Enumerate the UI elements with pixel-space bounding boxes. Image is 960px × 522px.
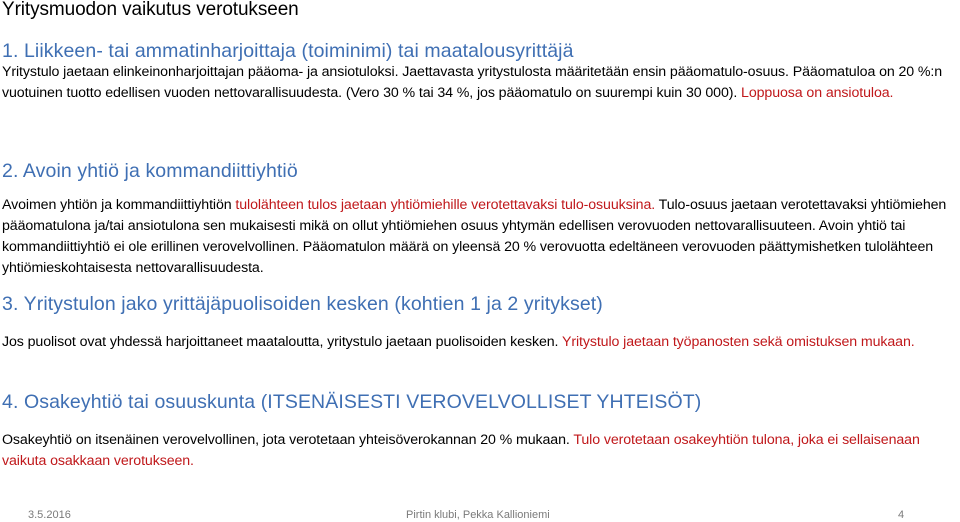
section-2-highlight: tulolähteen tulos jaetaan yhtiömiehille verotettavaksi tulo-osuuksina.	[235, 197, 656, 213]
section-1-heading: 1. Liikkeen- tai ammatinharjoittaja (toiminimi) tai maatalousyrittäjä	[2, 40, 574, 62]
section-2-text	[2, 195, 950, 279]
section-3-body: Jos puolisot ovat yhdessä harjoittaneet maataloutta, yritystulo jaetaan puolisoiden kesken.	[2, 334, 562, 350]
section-1-body: Yritystulo jaetaan elinkeinonharjoittajan pääoma- ja ansiotuloksi. Jaettavasta yritystulosta määritetään ensin pääomatulo-osuus. Pääomatuloa on 20 %:n vuotuinen tuotto edellisen vuoden nettovarallisuudesta. (Vero 30 % tai 34 %, jos pääomatulo on suurempi kuin 30 000).	[2, 64, 943, 101]
footer-date: 3.5.2016	[28, 509, 71, 521]
section-3-highlight: Yritystulo jaetaan työpanosten sekä omistuksen mukaan.	[561, 334, 915, 350]
footer-author: Pirtin klubi, Pekka Kallioniemi	[406, 509, 550, 521]
section-2-body-start: Avoimen yhtiön ja kommandiittiyhtiön	[2, 197, 236, 213]
section-1-text	[2, 62, 950, 104]
section-2-body-end: Tulo-osuus jaetaan verotettavaksi yhtiömiehen pääomatulona ja/tai ansiotulona sen mukaisesti mikä on ollut yhtiömiehen osuus yhtymän edellisen verovuoden nettovarallisuuteen. Avoin yhtiö tai kommandiittiyhtiö ei ole erillinen verovelvollinen. Pääomatulon määrä on yleensä 20 % verovuotta edeltäneen verovuoden päättymishetken tulolähteen yhtiömieskohtaisesta nettovarallisuudesta.	[2, 197, 947, 276]
section-1-highlight: Loppuosa on ansiotuloa.	[741, 85, 894, 101]
section-4-heading: 4. Osakeyhtiö tai osuuskunta (ITSENÄISESTI VEROVELVOLLISET YHTEISÖT)	[2, 391, 702, 413]
section-2-heading: 2. Avoin yhtiö ja kommandiittiyhtiö	[2, 160, 298, 182]
section-3-text	[2, 332, 950, 353]
section-4-text	[2, 430, 950, 472]
section-4-body: Osakeyhtiö on itsenäinen verovelvollinen, jota verotetaan yhteisöverokannan 20 % mukaan.	[2, 432, 574, 448]
section-4-highlight: Tulo verotetaan osakeyhtiön tulona, joka ei sellaisenaan vaikuta osakkaan verotukseen.	[2, 432, 920, 469]
slide-title: Yritysmuodon vaikutus verotukseen	[2, 0, 299, 20]
footer-page-number: 4	[898, 509, 905, 521]
section-3-heading: 3. Yritystulon jako yrittäjäpuolisoiden kesken (kohtien 1 ja 2 yritykset)	[2, 293, 603, 315]
